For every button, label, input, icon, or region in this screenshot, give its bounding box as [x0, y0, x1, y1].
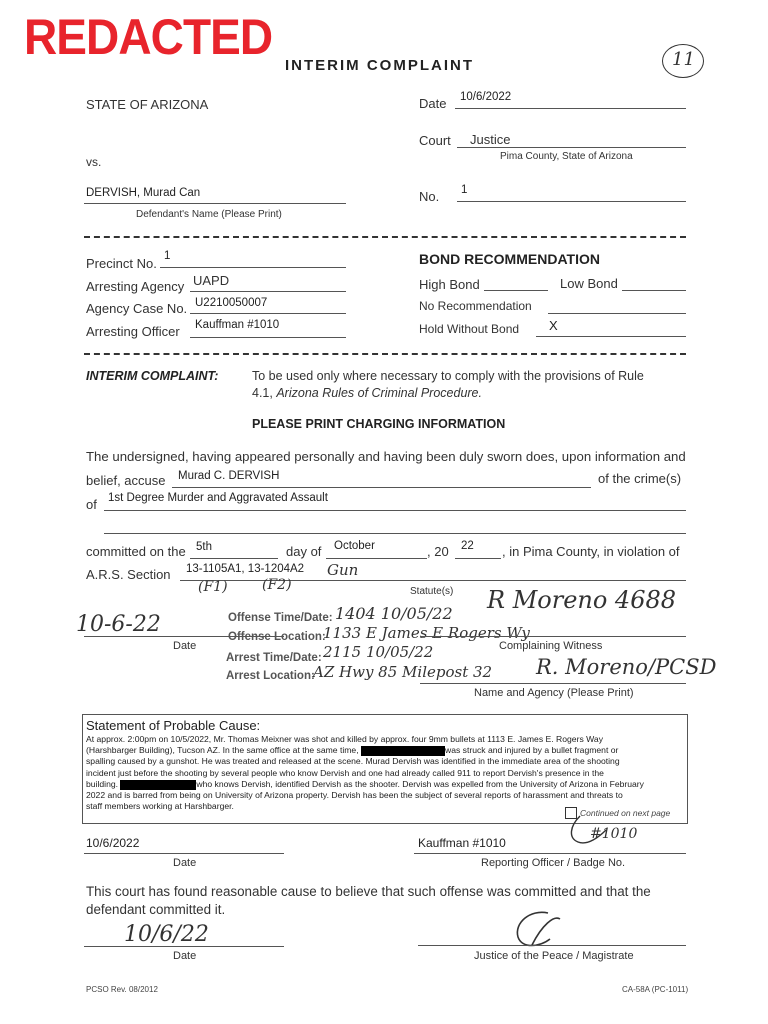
high-bond-label: High Bond — [419, 277, 480, 292]
agency-line — [190, 291, 346, 292]
page-number: 11 — [672, 49, 695, 70]
date-caption: Date — [173, 640, 197, 652]
ars-value: 13-1105A1, 13-1204A2 — [186, 563, 305, 575]
name-agency-line — [420, 683, 686, 684]
arrest-time-value: 2115 10/05/22 — [323, 643, 434, 661]
case-label: Agency Case No. — [86, 301, 188, 316]
month-line — [326, 558, 427, 559]
complaining-witness-caption: Complaining Witness — [499, 640, 603, 652]
state-label: STATE OF ARIZONA — [86, 97, 209, 112]
report-date-caption: Date — [173, 857, 197, 869]
ars-line — [180, 580, 686, 581]
court-line — [457, 147, 686, 148]
pc-line-2b: was struck and injured by a bullet fragment or — [444, 745, 619, 756]
witness-signature: R Moreno 4688 — [487, 586, 677, 614]
court-label: Court — [419, 133, 451, 148]
no-line — [457, 201, 686, 202]
pc-line-3: spalling caused by a gunshot. He was treated and released at the scene. Murad Dervish was identified in the immediate area of the shooting — [86, 756, 620, 767]
accused-name: Murad C. DERVISH — [178, 470, 280, 482]
pc-text — [86, 734, 686, 812]
moreno-pcsd: R. Moreno/PCSD — [536, 655, 717, 679]
crimes-line-2 — [104, 533, 686, 534]
pc-line-4: incident just before the shooting by several people who know Dervish and one had already called 911 to report Dervish's presence in the — [86, 767, 604, 778]
report-date-line — [84, 853, 284, 854]
in-pima-label: , in Pima County, in violation of — [502, 544, 680, 559]
ic-text-2a: 4.1, — [252, 386, 273, 400]
pc-line-7: staff members working at Harshbarger. — [86, 801, 234, 812]
day-of-label: day of — [286, 544, 322, 559]
f2-handwritten: (F2) — [262, 577, 292, 593]
of-label: of — [86, 497, 97, 512]
redaction-bar-1 — [361, 746, 445, 756]
judge-line — [418, 945, 686, 946]
pc-line-2a: (Harshbarger Building), Tucson AZ. In the same office at the same time, — [86, 745, 359, 756]
ic-text-1: To be used only where necessary to comply with the provisions of Rule — [252, 369, 644, 383]
no-label: No. — [419, 189, 440, 204]
report-officer: Kauffman #1010 — [418, 836, 506, 850]
pc-line-5b: who knows Dervish, identified Dervish as the shooter. Dervish was expelled from the University of Arizona in February — [196, 778, 644, 789]
committed-on-label: committed on the — [86, 544, 186, 559]
defendant-line — [84, 203, 346, 204]
justice-caption: Justice of the Peace / Magistrate — [474, 950, 634, 962]
no-recommendation-label: No Recommendation — [419, 299, 532, 313]
officer-label: Arresting Officer — [86, 324, 180, 339]
officer-initials: #1010 — [590, 826, 638, 842]
hold-without-bond-label: Hold Without Bond — [419, 322, 520, 336]
offense-location-label: Offense Location: — [228, 631, 326, 643]
ic-label: INTERIM COMPLAINT: — [86, 369, 219, 383]
year-prefix: , 20 — [427, 544, 449, 559]
charging-header: PLEASE PRINT CHARGING INFORMATION — [252, 417, 506, 431]
form-revision: PCSO Rev. 08/2012 — [86, 985, 158, 994]
day-line — [190, 558, 278, 559]
case-line — [190, 313, 346, 314]
vs-label: vs. — [86, 155, 102, 169]
gun-handwritten: Gun — [327, 561, 359, 579]
report-date: 10/6/2022 — [86, 836, 140, 850]
court-found-2: defendant committed it. — [86, 902, 226, 917]
precinct-line — [160, 267, 346, 268]
bond-title: BOND RECOMMENDATION — [419, 251, 600, 267]
pc-line-5a: building. — [86, 778, 119, 789]
statutes-caption: Statute(s) — [410, 586, 454, 597]
officer-line — [190, 337, 346, 338]
judge-date: 10/6/22 — [124, 922, 209, 947]
separator-top — [84, 236, 686, 238]
report-officer-line — [414, 853, 686, 854]
month-value: October — [334, 540, 375, 552]
pc-line-6: 2022 and is barred from being on University of Arizona property. Dervish has been the subject of several reports of harassment and threats to — [86, 790, 623, 801]
form-number: CA-58A (PC-1011) — [622, 985, 689, 994]
low-bond-label: Low Bond — [560, 276, 618, 291]
low-bond-line — [622, 290, 686, 291]
of-crimes-label: of the crime(s) — [598, 471, 682, 486]
hold-line — [536, 336, 686, 337]
offense-time-value: 1404 10/05/22 — [335, 604, 453, 623]
crimes-line — [104, 510, 686, 511]
continued-label: Continued on next page — [580, 808, 671, 818]
judge-date-caption: Date — [173, 950, 197, 962]
handwritten-date: 10-6-22 — [76, 612, 161, 637]
judge-signature — [500, 905, 570, 955]
ic-text-2 — [252, 386, 482, 400]
redaction-bar-2 — [120, 780, 196, 790]
arrest-location-label: Arrest Location: — [226, 670, 315, 682]
court-found-1: This court has found reasonable cause to believe that such offense was committed and that the — [86, 884, 651, 899]
offense-time-label: Offense Time/Date: — [228, 612, 333, 624]
offense-location-value: 1133 E James E Rogers Wy — [323, 624, 530, 642]
pc-line-5 — [86, 779, 686, 790]
day-value: 5th — [196, 541, 212, 553]
hold-value: X — [549, 318, 558, 333]
date-value: 10/6/2022 — [460, 91, 512, 103]
officer-signature — [560, 812, 620, 852]
name-agency-caption: Name and Agency (Please Print) — [474, 687, 634, 699]
crimes-value: 1st Degree Murder and Aggravated Assault — [108, 492, 328, 504]
date-line — [455, 108, 686, 109]
witness-line — [420, 636, 686, 637]
precinct-label: Precinct No. — [86, 256, 157, 271]
ars-label: A.R.S. Section — [86, 567, 171, 582]
pc-title: Statement of Probable Cause: — [86, 718, 261, 733]
form-title: INTERIM COMPLAINT — [285, 57, 474, 74]
pc-line-2 — [86, 745, 686, 756]
high-bond-line — [484, 290, 548, 291]
defendant-caption: Defendant's Name (Please Print) — [136, 209, 282, 220]
arrest-location-value: AZ Hwy 85 Milepost 32 — [313, 663, 493, 681]
court-sub: Pima County, State of Arizona — [500, 151, 633, 162]
pc-line-1: At approx. 2:00pm on 10/5/2022, Mr. Thomas Meixner was shot and killed by approx. four 9mm bullets at 1113 E. James E. Rogers Way — [86, 734, 603, 744]
defendant-name: DERVISH, Murad Can — [86, 187, 201, 199]
judge-date-line — [84, 946, 284, 947]
ic-text-2b: Arizona Rules of Criminal Procedure. — [276, 386, 482, 400]
arrest-time-label: Arrest Time/Date: — [226, 652, 322, 664]
case-value: U2210050007 — [195, 297, 268, 309]
separator-bottom — [84, 353, 686, 355]
no-recommendation-line — [548, 313, 686, 314]
f1-handwritten: (F1) — [198, 579, 228, 595]
year-value: 22 — [461, 540, 474, 552]
agency-label: Arresting Agency — [86, 279, 185, 294]
officer-value: Kauffman #1010 — [195, 319, 280, 331]
court-value: Justice — [470, 132, 511, 147]
no-value: 1 — [461, 184, 468, 196]
agency-value: UAPD — [193, 273, 230, 288]
precinct-value: 1 — [164, 250, 171, 262]
year-line — [455, 558, 501, 559]
belief-accuse-label: belief, accuse — [86, 473, 166, 488]
date-label: Date — [419, 96, 447, 111]
reporting-officer-caption: Reporting Officer / Badge No. — [481, 857, 626, 869]
redacted-stamp: REDACTED — [24, 9, 273, 65]
undersigned-text: The undersigned, having appeared personally and having been duly sworn does, upon information and — [86, 449, 686, 464]
accused-line — [172, 487, 591, 488]
